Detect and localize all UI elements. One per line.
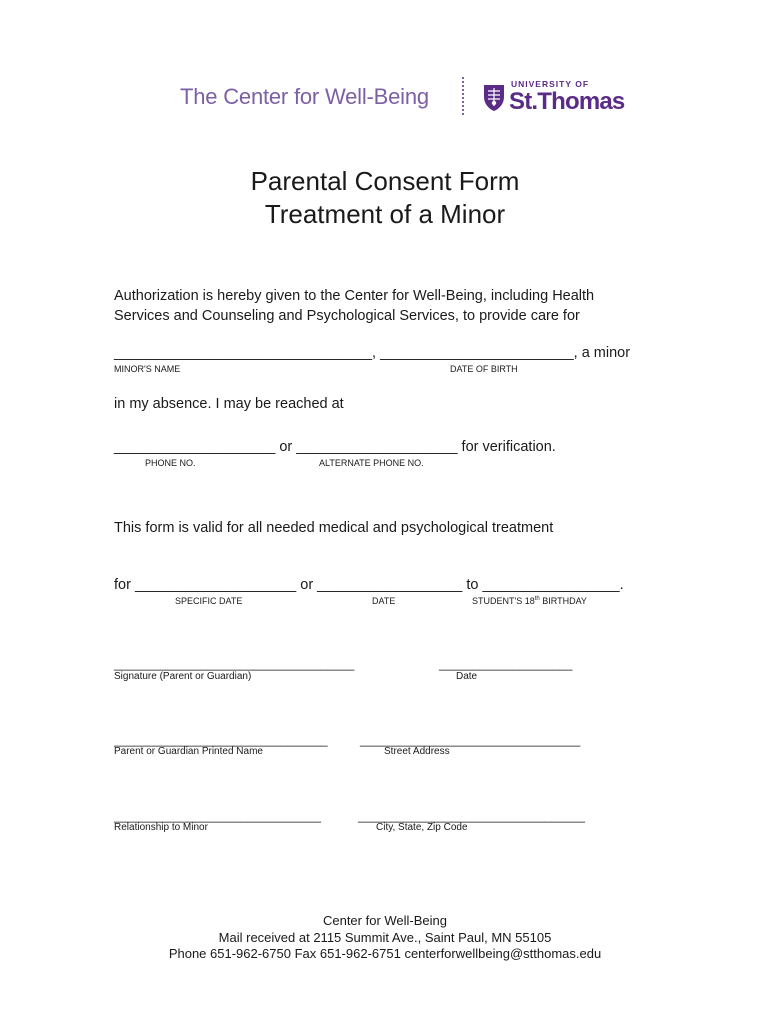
signature-date-line: ____________________ — [439, 657, 573, 671]
birthday-label-pre: STUDENT'S 18 — [472, 596, 535, 606]
specific-date-label: SPECIFIC DATE — [175, 596, 243, 606]
printed-name-label: Parent or Guardian Printed Name — [114, 746, 263, 757]
street-address-line: _________________________________ — [360, 733, 581, 747]
dob-label: DATE OF BIRTH — [450, 364, 518, 374]
phone-fields-line: ____________________ or ____________________ for verification. — [114, 439, 556, 455]
footer-center-name: Center for Well-Being — [322, 913, 448, 928]
signature-label: Signature (Parent or Guardian) — [114, 671, 252, 682]
signature-date-label: Date — [456, 671, 478, 682]
logo-divider — [462, 77, 464, 115]
minor-fields-line: ________________________________, ________________________, a minor — [114, 345, 631, 361]
form-title: Parental Consent Form — [250, 166, 520, 196]
st-thomas-crest-icon — [482, 82, 506, 112]
form-subtitle: Treatment of a Minor — [264, 199, 506, 229]
city-state-zip-line: __________________________________ — [358, 809, 585, 823]
city-state-zip-label: City, State, Zip Code — [376, 822, 468, 833]
authorization-line-1: Authorization is hereby given to the Center for Well-Being, including Health — [114, 288, 595, 304]
center-name: The Center for Well-Being — [180, 84, 429, 109]
authorization-line-2: Services and Counseling and Psychological Services, to provide care for — [114, 308, 580, 324]
footer-mail-address: Mail received at 2115 Summit Ave., Saint Paul, MN 55105 — [218, 930, 552, 945]
signature-line: ____________________________________ — [114, 657, 355, 671]
minor-name-label: MINOR'S NAME — [114, 364, 181, 374]
university-name: St.Thomas — [509, 88, 625, 115]
alt-phone-label: ALTERNATE PHONE NO. — [319, 458, 424, 468]
validity-line-1: This form is valid for all needed medical and psychological treatment — [114, 520, 554, 536]
absence-line: in my absence. I may be reached at — [114, 396, 344, 412]
birthday-label-post: BIRTHDAY — [539, 596, 587, 606]
footer-contact: Phone 651-962-6750 Fax 651-962-6751 centerforwellbeing@stthomas.edu — [168, 946, 602, 961]
relationship-label: Relationship to Minor — [114, 822, 208, 833]
university-of-label: UNIVERSITY OF — [511, 79, 590, 89]
birthday-label-sup: th — [534, 596, 540, 602]
street-address-label: Street Address — [384, 746, 450, 757]
relationship-line: _______________________________ — [114, 809, 321, 823]
printed-name-line: ________________________________ — [114, 733, 328, 747]
validity-line-2: for ____________________ or __________________ to _________________. — [114, 577, 624, 593]
birthday-label — [472, 596, 587, 606]
phone-label: PHONE NO. — [145, 458, 196, 468]
date-label: DATE — [372, 596, 396, 606]
